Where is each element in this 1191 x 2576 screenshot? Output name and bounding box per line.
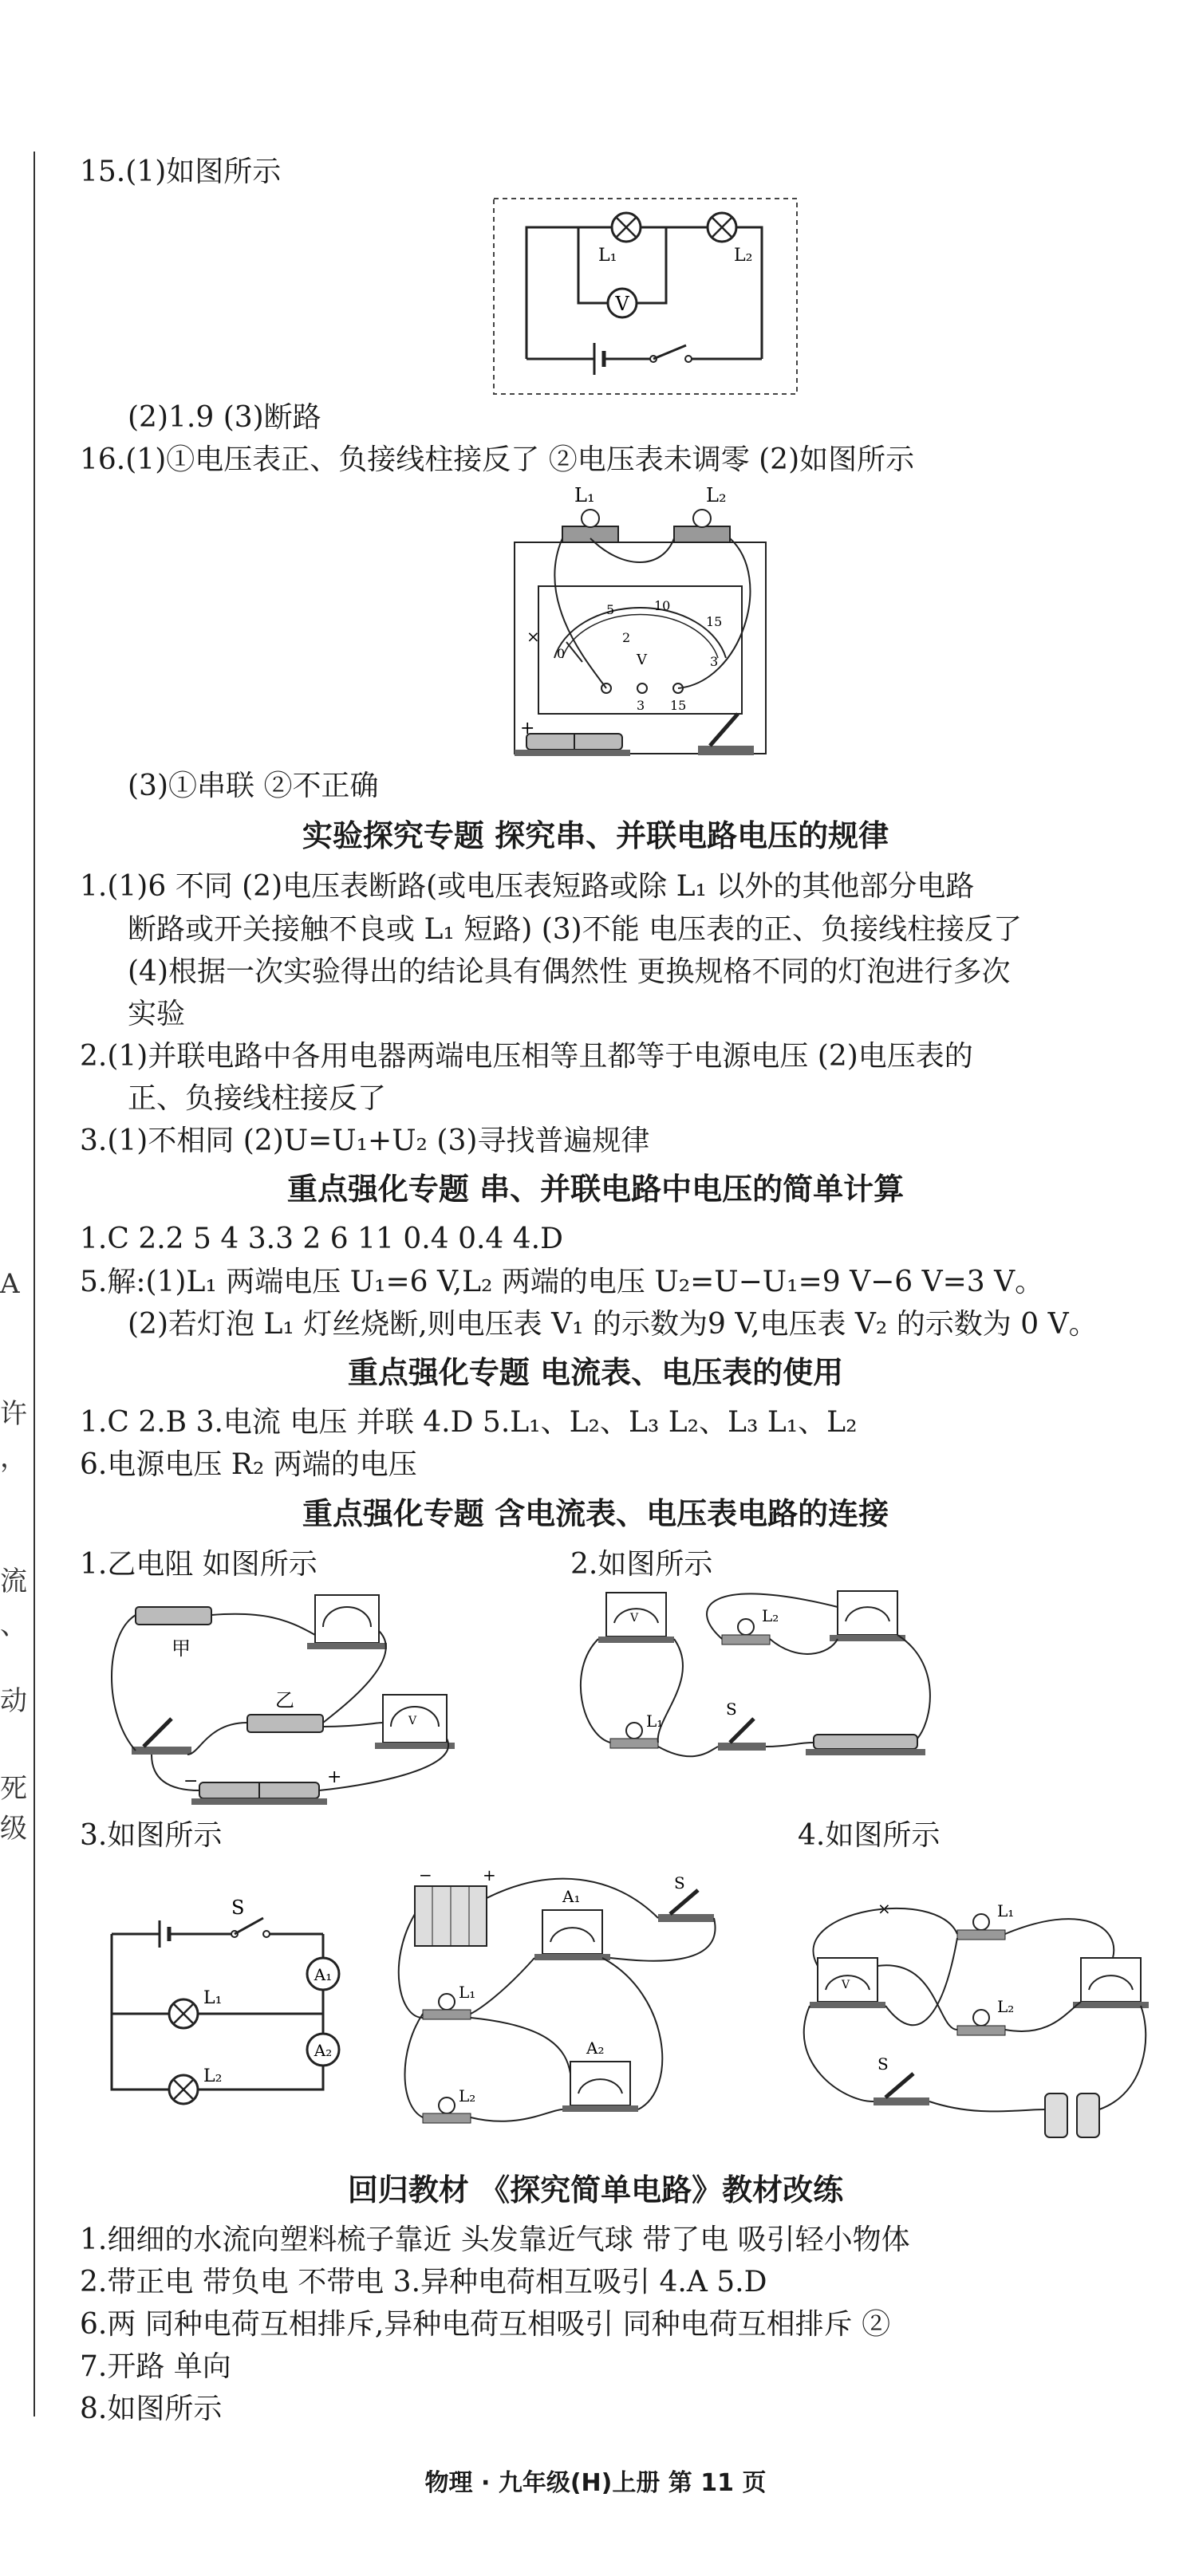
lamp-L2 (708, 213, 736, 242)
edge-char: 许 (0, 1398, 27, 1430)
answer-line: 断路或开关接触不良或 L₁ 短路) (3)不能 电压表的正、负接线柱接反了 (128, 913, 1023, 946)
ammeter-A1-device (534, 1887, 610, 1960)
answer-line: 5.解:(1)L₁ 两端电压 U₁=6 V,L₂ 两端的电压 U₂=U−U₁=9 V−6 V=3 V。 (80, 1266, 1044, 1298)
cross-mark: × (877, 1899, 891, 1918)
meter-unit: V (630, 1612, 639, 1625)
scale-label: 3 (710, 654, 719, 669)
label-S: S (231, 1897, 245, 1919)
battery (806, 1735, 925, 1755)
answer-line: 6.两 同种电荷互相排斥,异种电荷互相吸引 同种电荷互相排斥 ② (80, 2308, 891, 2341)
answer-line: 2.如图所示 (570, 1548, 713, 1581)
margin-divider (34, 152, 35, 2416)
section-heading: 重点强化专题 电流表、电压表的使用 (347, 1355, 844, 1390)
meter-unit: V (637, 652, 647, 668)
answer-line: 3.(1)不相同 (2)U=U₁+U₂ (3)寻找普遍规律 (80, 1125, 650, 1157)
label-yi: 乙 (275, 1689, 294, 1711)
label-L2: L₂ (762, 1606, 779, 1625)
fig1-physical-circuit (104, 1587, 479, 1826)
voltmeter-device (375, 1695, 455, 1749)
answer-line: 1.细细的水流向塑料梳子靠近 头发靠近气球 带了电 吸引轻小物体 (80, 2223, 910, 2256)
edge-char: 级 (0, 1813, 27, 1845)
switch (658, 1873, 714, 1922)
plus-sign: + (327, 1767, 342, 1787)
label-A2: A₂ (586, 2038, 605, 2058)
scale-label: 10 (654, 598, 671, 613)
ammeter-A1 (307, 1958, 339, 1990)
q15-circuit-diagram (491, 195, 802, 399)
lamp-L1 (612, 213, 641, 242)
answer-line: 3.如图所示 (80, 1819, 223, 1852)
resistor-jia (136, 1607, 211, 1625)
battery-pack (415, 1866, 496, 1946)
resistor-yi (247, 1715, 323, 1732)
section-heading: 实验探究专题 探究串、并联电路电压的规律 (302, 818, 889, 853)
answer-line: 16.(1)①电压表正、负接线柱接反了 ②电压表未调零 (2)如图所示 (80, 443, 915, 476)
answer-line: 4.如图所示 (798, 1819, 941, 1852)
edge-char: 动 (0, 1685, 27, 1717)
answer-line: 1.C 2.2 5 4 3.3 2 6 11 0.4 0.4 4.D (80, 1223, 563, 1255)
label-A2: A₂ (314, 2041, 333, 2060)
switch (718, 1700, 766, 1751)
edge-char: 流 (0, 1566, 27, 1597)
answer-line: 正、负接线柱接反了 (128, 1082, 387, 1115)
answer-line: (2)若灯泡 L₁ 灯丝烧断,则电压表 V₁ 的示数为9 V,电压表 V₂ 的示数为 0 V。 (128, 1308, 1098, 1341)
plus-sign: + (483, 1866, 496, 1885)
edge-char: ， (0, 1442, 27, 1474)
answer-line: 2.(1)并联电路中各用电器两端电压相等且都等于电源电压 (2)电压表的 (80, 1040, 973, 1073)
edge-char: 死 (0, 1773, 27, 1805)
label-L2: L₂ (997, 1997, 1015, 2016)
answer-line: 1.C 2.B 3.电流 电压 并联 4.D 5.L₁、L₂、L₃ L₂、L₃ L₁、L₂ (80, 1406, 858, 1439)
answer-line: 8.如图所示 (80, 2393, 223, 2425)
label-A1: A₁ (314, 1965, 333, 1984)
label-jia: 甲 (172, 1637, 191, 1660)
section-heading: 重点强化专题 含电流表、电压表电路的连接 (302, 1496, 889, 1531)
label-L2: L₂ (706, 484, 727, 506)
fig4-physical-circuit (778, 1878, 1153, 2149)
terminal-label: 15 (670, 698, 687, 713)
voltmeter-device (538, 586, 742, 714)
lamp-L1 (610, 1711, 663, 1748)
meter-unit: V (408, 1715, 417, 1727)
switch (698, 714, 754, 755)
answer-line: 7.开路 单向 (80, 2350, 231, 2383)
label-S: S (726, 1700, 737, 1719)
label-L1: L₁ (997, 1901, 1015, 1920)
lamp-L2 (169, 2066, 222, 2104)
answer-line: 2.带正电 带负电 不带电 3.异种电荷相互吸引 4.A 5.D (80, 2266, 767, 2298)
ammeter-A2-device (562, 2038, 638, 2112)
label-L2: L₂ (459, 2086, 476, 2105)
scale-label: 5 (606, 602, 615, 617)
scale-label: 2 (622, 630, 631, 645)
label-L2: L₂ (203, 2066, 223, 2086)
fig2-physical-circuit (566, 1583, 949, 1782)
lamp-holder-L2 (674, 510, 730, 542)
voltmeter-label: V (615, 293, 629, 315)
voltmeter-symbol (608, 289, 637, 317)
label-L1: L₁ (574, 484, 595, 506)
q16-physical-circuit (503, 483, 778, 770)
cross-mark: × (526, 627, 540, 646)
section-heading: 回归教材 《探究简单电路》教材改练 (347, 2172, 844, 2208)
minus-sign: − (419, 1866, 432, 1885)
ammeter-device (1073, 1958, 1149, 2008)
label-L1: L₁ (459, 1983, 476, 2002)
ammeter-device (307, 1595, 387, 1649)
answer-line: (3)①串联 ②不正确 (128, 770, 379, 802)
label-L1: L₁ (203, 1988, 223, 2008)
answer-line: 1.(1)6 不同 (2)电压表断路(或电压表短路或除 L₁ 以外的其他部分电路 (80, 870, 975, 903)
label-L2: L₂ (734, 246, 753, 266)
switch (874, 2054, 929, 2105)
answer-line: (2)1.9 (3)断路 (128, 401, 321, 434)
edge-char: A (0, 1268, 20, 1300)
lamp-L1 (169, 1988, 222, 2028)
page-footer: 物理 · 九年级(H)上册 第 11 页 (424, 2469, 767, 2497)
scale-label: 15 (706, 614, 723, 629)
label-L1: L₁ (598, 246, 617, 266)
edge-char: 、 (0, 1609, 27, 1641)
ammeter-device (830, 1591, 905, 1641)
label-S: S (674, 1873, 685, 1893)
lamp-L2 (423, 2086, 475, 2123)
fig3-circuit-diagram (96, 1890, 351, 2105)
fig3-physical-circuit (391, 1866, 750, 2153)
plus-sign: + (520, 719, 535, 739)
answer-line: 15.(1)如图所示 (80, 156, 282, 188)
label-L1: L₁ (646, 1711, 664, 1731)
meter-unit: V (842, 1979, 850, 1991)
voltmeter-device (598, 1593, 674, 1643)
voltmeter-device (810, 1958, 885, 2008)
battery (183, 1767, 341, 1805)
label-S: S (877, 2054, 889, 2074)
switch (132, 1719, 191, 1755)
terminal-label: 3 (637, 698, 645, 713)
section-heading: 重点强化专题 串、并联电路中电压的简单计算 (286, 1172, 905, 1207)
scale-label: 0 (557, 646, 566, 661)
answer-line: 实验 (128, 998, 186, 1030)
lamp-L1 (423, 1983, 475, 2019)
answer-line: 1.乙电阻 如图所示 (80, 1548, 317, 1581)
answer-line: 6.电源电压 R₂ 两端的电压 (80, 1448, 417, 1481)
minus-sign: − (183, 1771, 199, 1791)
lamp-holder-L1 (562, 510, 618, 542)
battery (515, 719, 630, 756)
ammeter-A2 (307, 2034, 339, 2066)
battery-cells (1045, 2093, 1099, 2137)
label-A1: A₁ (562, 1887, 581, 1906)
answer-line: (4)根据一次实验得出的结论具有偶然性 更换规格不同的灯泡进行多次 (128, 955, 1011, 988)
